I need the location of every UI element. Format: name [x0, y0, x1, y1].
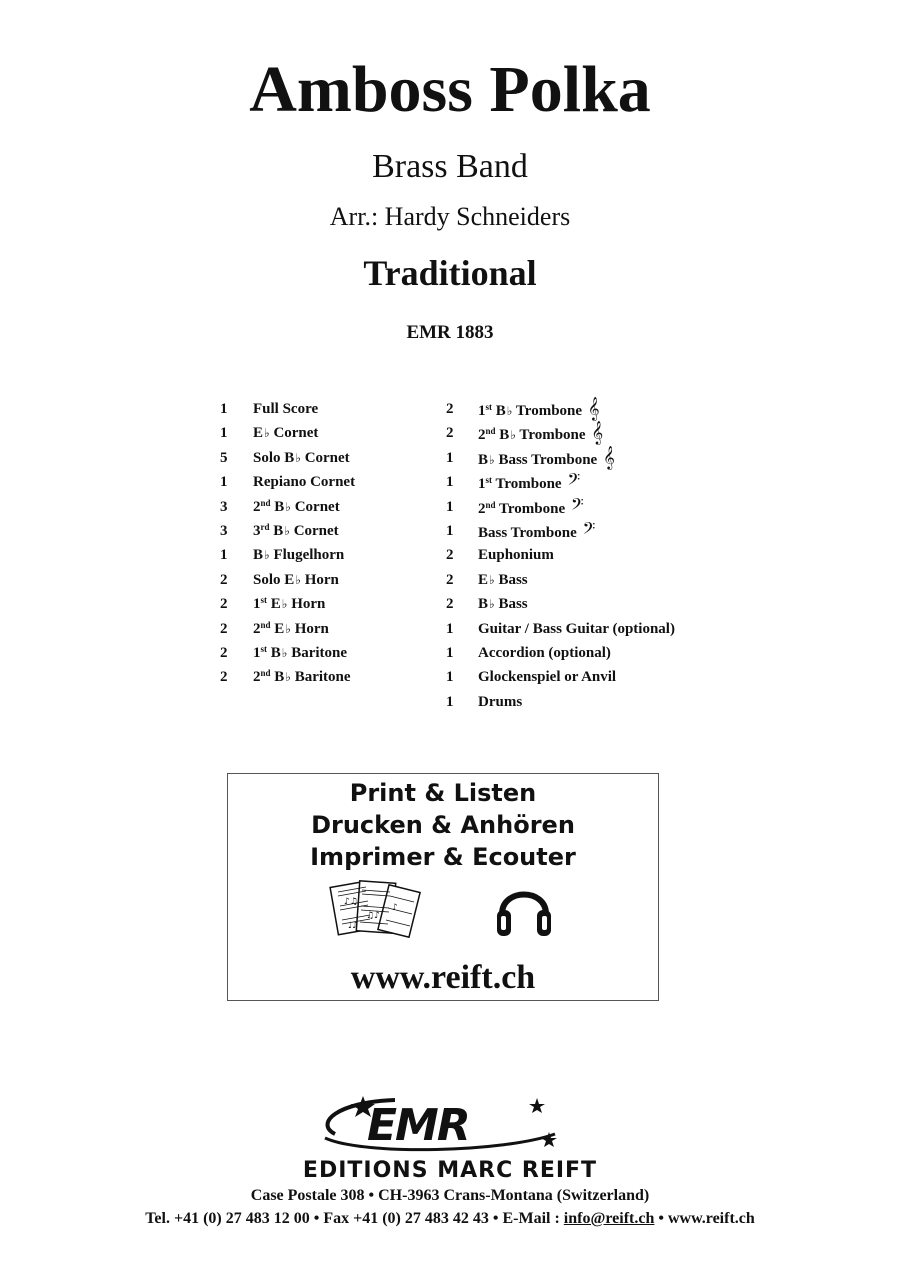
part-name: 1st B♭ Baritone [253, 643, 348, 661]
part-quantity: 1 [220, 547, 228, 564]
part-name: Solo B♭ Cornet [253, 449, 350, 466]
part-row [446, 446, 726, 470]
part-row [446, 495, 726, 519]
part-name: E♭ Cornet [253, 425, 319, 442]
promo-website[interactable]: www.reift.ch [350, 959, 536, 996]
promo-line-fr: Imprimer & Ecouter [310, 843, 576, 871]
part-quantity: 3 [220, 522, 228, 539]
part-name: Bass Trombone 𝄢 [478, 519, 596, 542]
part-row [220, 665, 440, 689]
part-row [220, 641, 440, 665]
part-quantity: 1 [446, 669, 454, 686]
part-name: 2nd Trombone 𝄢 [478, 495, 584, 518]
parts-list-right [446, 397, 726, 714]
svg-text:EMR: EMR [367, 1100, 469, 1151]
part-row [446, 421, 726, 445]
svg-text:♪: ♪ [392, 903, 398, 913]
headphones-icon [494, 876, 554, 942]
svg-text:♩♪: ♩♪ [348, 921, 358, 931]
emr-logo [305, 1094, 595, 1156]
arranger-credit: Arr.: Hardy Schneiders [329, 202, 571, 231]
part-quantity: 2 [446, 547, 454, 564]
score-title: Amboss Polka [249, 53, 651, 126]
part-row [446, 470, 726, 494]
promo-line-en: Print & Listen [349, 779, 537, 807]
part-quantity: 2 [446, 571, 454, 588]
svg-text:♫♪: ♫♪ [366, 911, 380, 921]
part-row [220, 568, 440, 592]
part-row [220, 470, 440, 494]
composer-credit: Traditional [363, 253, 537, 293]
part-row [446, 592, 726, 616]
catalog-number: EMR 1883 [406, 322, 494, 343]
part-row [446, 519, 726, 543]
part-quantity: 1 [446, 498, 454, 515]
part-quantity: 2 [220, 669, 228, 686]
part-name: Glockenspiel or Anvil [478, 669, 617, 686]
part-row [220, 592, 440, 616]
part-name: Repiano Cornet [253, 474, 356, 491]
part-quantity: 5 [220, 449, 228, 466]
part-row [220, 446, 440, 470]
sheet-music-icon [328, 878, 423, 940]
part-quantity: 1 [446, 644, 454, 661]
part-row [446, 617, 726, 641]
part-quantity: 3 [220, 498, 228, 515]
part-quantity: 1 [220, 401, 228, 417]
part-name: B♭ Bass [478, 596, 528, 613]
part-row [220, 519, 440, 543]
email-link[interactable]: info@reift.ch [563, 1210, 655, 1227]
part-quantity: 1 [220, 474, 228, 491]
part-quantity: 2 [220, 620, 228, 637]
part-quantity: 1 [446, 522, 454, 539]
part-row [446, 543, 726, 567]
part-row [446, 641, 726, 665]
part-name: 1st B♭ Trombone 𝄞 [478, 398, 600, 420]
contact-website: • www.reift.ch [654, 1210, 755, 1227]
part-quantity: 2 [220, 644, 228, 661]
part-name: Solo E♭ Horn [253, 571, 339, 588]
part-row [446, 665, 726, 689]
part-name: Accordion (optional) [478, 644, 611, 661]
part-name: 2nd B♭ Cornet [253, 497, 340, 515]
part-quantity: 2 [446, 596, 454, 613]
part-row [220, 495, 440, 519]
ensemble-subtitle: Brass Band [372, 148, 528, 185]
part-row [446, 397, 726, 421]
part-row [446, 690, 726, 714]
parts-list-left [220, 397, 440, 690]
publisher-address: Case Postale 308 • CH-3963 Crans-Montana (Switzerland) [250, 1187, 650, 1204]
publisher-name: EDITIONS MARC REIFT [302, 1158, 598, 1183]
part-row [220, 543, 440, 567]
part-quantity: 2 [446, 401, 454, 417]
publisher-contact [0, 1210, 900, 1228]
contact-phone-fax: Tel. +41 (0) 27 483 12 00 • Fax +41 (0) 27 483 42 43 • E-Mail : [145, 1210, 564, 1227]
part-name: Euphonium [478, 547, 554, 564]
part-quantity: 1 [446, 474, 454, 491]
part-name: 1st Trombone 𝄢 [478, 471, 581, 494]
part-name: 2nd B♭ Baritone [253, 668, 351, 686]
part-name: 2nd E♭ Horn [253, 619, 329, 637]
part-quantity: 1 [446, 693, 454, 710]
part-quantity: 2 [446, 425, 454, 442]
part-name: B♭ Bass Trombone 𝄞 [478, 446, 615, 469]
part-row [220, 617, 440, 641]
part-name: 3rd B♭ Cornet [253, 521, 339, 539]
promo-line-de: Drucken & Anhören [311, 811, 575, 839]
part-row [220, 421, 440, 445]
part-name: Drums [478, 693, 523, 710]
part-quantity: 1 [220, 425, 228, 442]
part-name: E♭ Bass [478, 571, 528, 588]
part-name: B♭ Flugelhorn [253, 547, 345, 564]
part-name: 2nd B♭ Trombone 𝄞 [478, 422, 604, 445]
part-quantity: 1 [446, 620, 454, 637]
svg-text:♪♫: ♪♫ [344, 897, 358, 907]
part-name: Guitar / Bass Guitar (optional) [478, 620, 675, 637]
part-quantity: 1 [446, 449, 454, 466]
part-quantity: 2 [220, 571, 228, 588]
part-quantity: 2 [220, 596, 228, 613]
part-row [446, 568, 726, 592]
print-listen-box [227, 773, 659, 1001]
part-name: 1st E♭ Horn [253, 595, 326, 613]
part-row [220, 397, 440, 421]
part-name: Full Score [253, 401, 319, 417]
